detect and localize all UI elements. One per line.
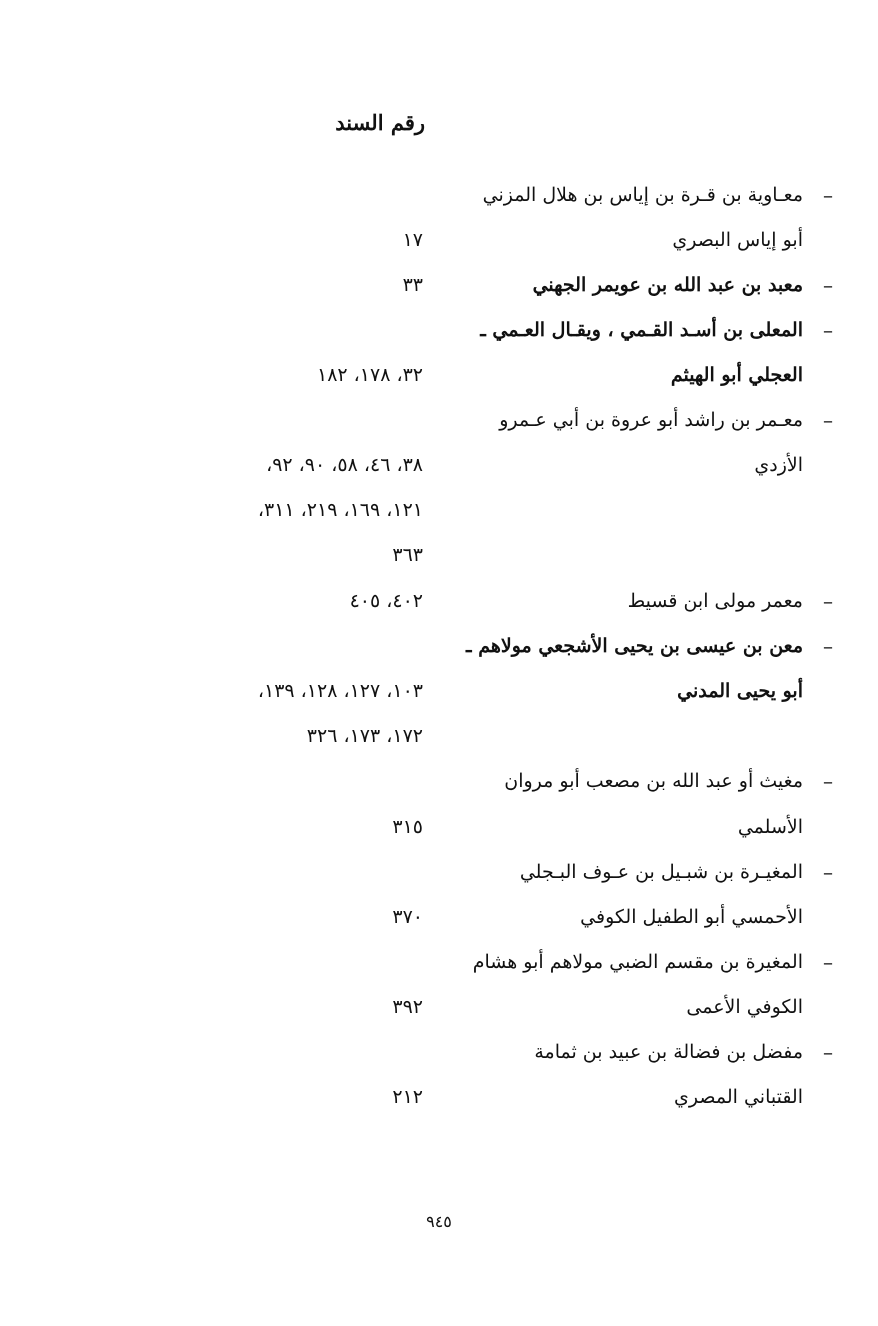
- narrator-name-line: معن بن عيسى بن يحيى الأشجعي مولاهم ـ: [466, 635, 803, 657]
- entry-dash: –: [823, 950, 833, 974]
- entry-dash: –: [823, 408, 833, 432]
- narrator-name-line: معبد بن عبد الله بن عويمر الجهني: [532, 274, 803, 296]
- sanad-numbers: ٣٦٣: [392, 544, 423, 566]
- narrator-name-line: الأحمسي أبو الطفيل الكوفي: [580, 906, 803, 928]
- sanad-numbers: ٣١٥: [392, 816, 423, 838]
- narrator-name-line: مغيث أو عبد الله بن مصعب أبو مروان: [504, 770, 803, 792]
- sanad-numbers: ٤٠٢، ٤٠٥: [349, 590, 423, 612]
- narrator-name-line: معمر مولى ابن قسيط: [627, 590, 803, 612]
- narrator-name-line: معـمر بن راشد أبو عروة بن أبي عـمرو: [499, 409, 803, 431]
- entry-dash: –: [823, 589, 833, 613]
- narrator-name-line: مفضل بن فضالة بن عبيد بن ثمامة: [534, 1041, 803, 1063]
- sanad-numbers: ١٢١، ١٦٩، ٢١٩، ٣١١،: [257, 499, 423, 521]
- narrator-name-line: الأزدي: [754, 454, 803, 476]
- sanad-numbers: ٣٢، ١٧٨، ١٨٢: [316, 364, 423, 386]
- narrator-name-line: أبو إياس البصري: [672, 229, 803, 251]
- sanad-numbers: ٣٣: [402, 274, 423, 296]
- entry-dash: –: [823, 769, 833, 793]
- column-header-sanad-number: رقم السند: [335, 110, 425, 135]
- sanad-numbers: ١٠٣، ١٢٧، ١٢٨، ١٣٩،: [257, 680, 423, 702]
- page-number: ٩٤٥: [426, 1212, 452, 1231]
- sanad-numbers: ١٧٢، ١٧٣، ٣٢٦: [306, 725, 423, 747]
- sanad-numbers: ٣٧٠: [392, 906, 423, 928]
- sanad-numbers: ٣٨، ٤٦، ٥٨، ٩٠، ٩٢،: [266, 454, 423, 476]
- entry-dash: –: [823, 1040, 833, 1064]
- narrator-name-line: المغيرة بن مقسم الضبي مولاهم أبو هشام: [472, 951, 803, 973]
- narrator-name-line: القتباني المصري: [674, 1086, 803, 1108]
- narrator-name-line: الكوفي الأعمى: [686, 996, 803, 1018]
- sanad-numbers: ١٧: [402, 229, 423, 251]
- entry-dash: –: [823, 273, 833, 297]
- entry-dash: –: [823, 183, 833, 207]
- narrator-name-line: أبو يحيى المدني: [677, 680, 803, 702]
- entry-dash: –: [823, 634, 833, 658]
- narrator-name-line: معـاوية بن قـرة بن إياس بن هلال المزني: [482, 184, 803, 206]
- narrator-name-line: العجلي أبو الهيثم: [670, 364, 803, 386]
- entry-dash: –: [823, 860, 833, 884]
- entry-dash: –: [823, 318, 833, 342]
- narrator-name-line: المعلى بن أسـد القـمي ، ويقـال العـمي ـ: [480, 319, 803, 341]
- sanad-numbers: ٣٩٢: [392, 996, 423, 1018]
- sanad-numbers: ٢١٢: [392, 1086, 423, 1108]
- narrator-name-line: الأسلمي: [737, 816, 803, 838]
- narrator-name-line: المغيـرة بن شبـيل بن عـوف البـجلي: [519, 861, 803, 883]
